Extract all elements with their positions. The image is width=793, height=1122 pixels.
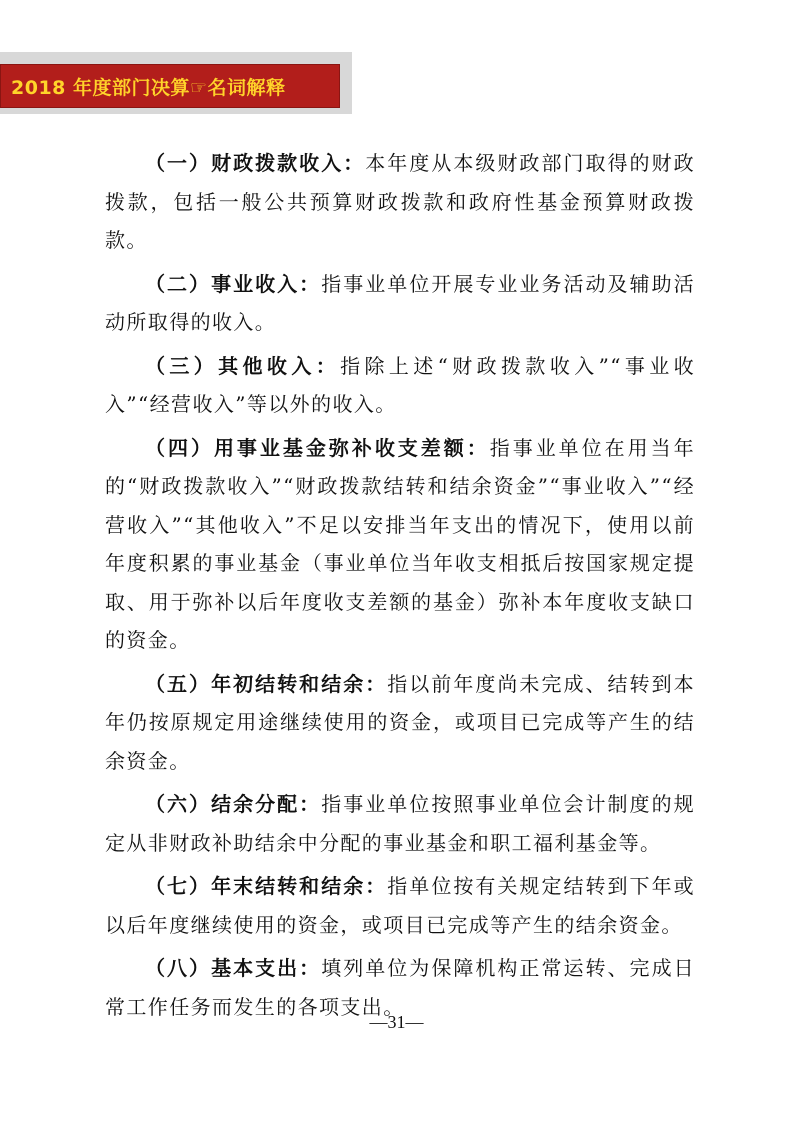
definition-paragraph [105, 347, 695, 424]
definition-text: 指除上述“财政拨款收入”“事业收入”“经营收入”等以外的收入。 [105, 353, 696, 416]
definition-paragraph [105, 867, 695, 944]
definition-term: （一）财政拨款收入： [145, 151, 366, 175]
definition-term: （八）基本支出： [145, 956, 322, 980]
definition-text: 指事业单位开展专业业务活动及辅助活动所取得的收入。 [105, 271, 695, 334]
header-title: 2018 年度部门决算☞名词解释 [11, 76, 286, 99]
definition-paragraph [105, 665, 695, 781]
definition-term: （五）年初结转和结余： [145, 671, 388, 696]
definition-paragraph [105, 785, 695, 862]
definition-term: （四）用事业基金弥补收支差额： [145, 435, 490, 460]
definition-text: 指以前年度尚未完成、结转到本年仍按原规定用途继续使用的资金，或项目已完成等产生的结余资金。 [105, 671, 695, 773]
definition-text: 本年度从本级财政部门取得的财政拨款，包括一般公共预算财政拨款和政府性基金预算财政拨款。 [105, 151, 695, 252]
definition-text: 指单位按有关规定结转到下年或以后年度继续使用的资金，或项目已完成等产生的结余资金。 [105, 874, 695, 937]
header-banner [0, 64, 340, 108]
definition-term: （六）结余分配： [145, 792, 322, 816]
definition-paragraph [105, 265, 695, 342]
definition-text: 指事业单位按照事业单位会计制度的规定从非财政补助结余中分配的事业基金和职工福利基金等。 [105, 792, 695, 855]
definition-term: （二）事业收入： [145, 271, 322, 296]
definition-term: （三）其他收入： [145, 353, 341, 378]
definition-text: 填列单位为保障机构正常运转、完成日常工作任务而发生的各项支出。 [105, 956, 695, 1019]
definitions-body [105, 144, 695, 1031]
page-number: —31— [369, 1012, 424, 1032]
definition-term: （七）年末结转和结余： [145, 874, 388, 898]
definition-paragraph [105, 429, 695, 660]
definition-text: 指事业单位在用当年的“财政拨款收入”“财政拨款结转和结余资金”“事业收入”“经营收入”“其他收入”不足以安排当年支出的情况下，使用以前年度积累的事业基金（事业单位当年收支相抵后按国家规定提取、用于弥补以后年度收支差额的基金）弥补本年度收支缺口的资金。 [105, 435, 695, 652]
definition-paragraph [105, 144, 695, 260]
